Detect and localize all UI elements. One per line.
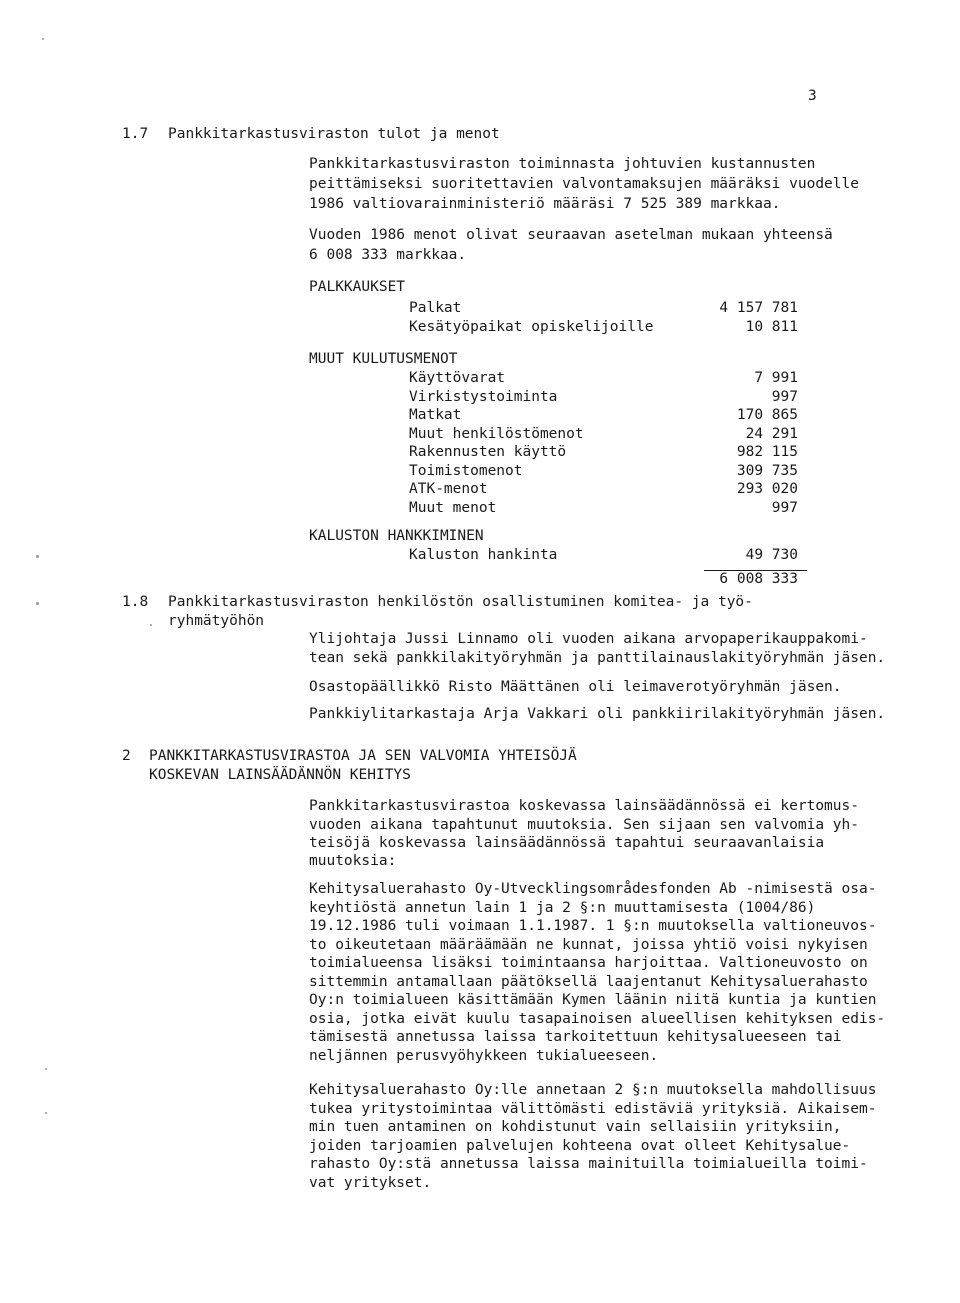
scan-speck [45, 1068, 47, 1070]
expense-label: Rakennusten käyttö [409, 444, 567, 460]
s2-para3-line4: joiden tarjoamien palvelujen kohteena ovat olleet Kehitysalue- [309, 1138, 851, 1154]
s2-para2-line6: sittemmin antamallaan päätöksellä laajentanut Kehitysaluerahasto [309, 974, 868, 990]
s2-para2-line9: tämisestä annetussa laissa tarkoitettuun kehitysalueeseen tai [309, 1029, 842, 1045]
s2-para2-line2: keyhtiöstä annetun lain 1 ja 2 §:n muuttamisesta (1004/86) [309, 900, 816, 916]
s2-para3-line6: vat yritykset. [309, 1175, 432, 1191]
s2-para2-line8: osia, jotka eivät kuulu tasapainoisen alueellisen kehityksen edis- [309, 1011, 886, 1027]
expense-amount: 982 115 [736, 444, 798, 460]
expense-amount: 293 020 [736, 481, 798, 497]
s2-para2-line10: neljännen perusvyöhykkeen tukialueeseen. [309, 1048, 659, 1064]
expense-amount: 24 291 [745, 426, 798, 442]
scan-speck [42, 38, 44, 40]
s17-para1-line1: Pankkitarkastusviraston toiminnasta johtuvien kustannusten [309, 156, 816, 172]
scan-speck [36, 602, 39, 605]
s2-para2-line1: Kehitysaluerahasto Oy-Utvecklingsområdesfonden Ab -nimisestä osa- [309, 881, 877, 897]
expense-amount: 49 730 [745, 547, 798, 563]
scan-speck [45, 1112, 47, 1114]
expense-label: Kesätyöpaikat opiskelijoille [409, 319, 654, 335]
expense-label: Muut henkilöstömenot [409, 426, 584, 442]
group-heading-muut-kulutusmenot: MUUT KULUTUSMENOT [309, 351, 458, 367]
expense-label: Kaluston hankinta [409, 547, 558, 563]
section-1-7-title: Pankkitarkastusviraston tulot ja menot [168, 126, 500, 142]
s17-para2-line1: Vuoden 1986 menot olivat seuraavan asetelman mukaan yhteensä [309, 227, 833, 243]
s17-para2-line2: 6 008 333 markkaa. [309, 247, 467, 263]
scan-speck [150, 624, 152, 626]
section-1-8-number: 1.8 [122, 594, 149, 610]
expense-amount: 170 865 [736, 407, 798, 423]
section-1-8-title-line2: ryhmätyöhön [168, 613, 265, 629]
s2-para2-line4: to oikeutetaan määräämään ne kunnat, joissa yhtiö voisi nykyisen [309, 937, 868, 953]
group-heading-palkkaukset: PALKKAUKSET [309, 279, 406, 295]
section-1-8-title-line1: Pankkitarkastusviraston henkilöstön osallistuminen komitea- ja työ- [168, 594, 753, 610]
expense-label: ATK-menot [409, 481, 488, 497]
s2-para3-line5: rahasto Oy:stä annetussa laissa mainituilla toimialueilla toimi- [309, 1156, 868, 1172]
s2-para2-line7: Oy:n toimialueen käsittämään Kymen läänin niitä kuntia ja kuntien [309, 992, 877, 1008]
expense-amount: 309 735 [736, 463, 798, 479]
s2-para1-line1: Pankkitarkastusvirastoa koskevassa lainsäädännössä ei kertomus- [309, 798, 859, 814]
s2-para1-line4: muutoksia: [309, 853, 397, 869]
expense-amount: 997 [771, 389, 798, 405]
expense-amount: 7 991 [754, 370, 798, 386]
group-heading-kaluston-hankkiminen: KALUSTON HANKKIMINEN [309, 528, 484, 544]
s2-para3-line3: min tuen antaminen on kohdistunut vain sellaisiin yrityksiin, [309, 1119, 842, 1135]
s2-para2-line5: toimialueensa lisäksi toimintaansa harjoittaa. Valtioneuvosto on [309, 955, 868, 971]
section-2-title-line2: KOSKEVAN LAINSÄÄDÄNNÖN KEHITYS [149, 767, 411, 783]
page-number: 3 [808, 88, 817, 104]
s18-para1-line2: tean sekä pankkilakityöryhmän ja panttilainauslakityöryhmän jäsen. [309, 650, 886, 666]
s2-para3-line2: tukea yritystoimintaa välittömästi edistäviä yrityksiä. Aikaisem- [309, 1101, 877, 1117]
section-1-7-number: 1.7 [122, 126, 149, 142]
expense-amount: 997 [771, 500, 798, 516]
s18-para1-line1: Ylijohtaja Jussi Linnamo oli vuoden aikana arvopaperikauppakomi- [309, 631, 868, 647]
expense-label: Muut menot [409, 500, 497, 516]
s18-para2: Osastopäällikkö Risto Määttänen oli leimaverotyöryhmän jäsen. [309, 679, 842, 695]
section-2-title-line1: PANKKITARKASTUSVIRASTOA JA SEN VALVOMIA YHTEISÖJÄ [149, 748, 577, 764]
expense-label: Toimistomenot [409, 463, 523, 479]
s17-para1-line3: 1986 valtiovarainministeriö määräsi 7 525 389 markkaa. [309, 196, 781, 212]
expense-amount: 4 157 781 [719, 300, 798, 316]
s17-para1-line2: peittämiseksi suoritettavien valvontamaksujen määräksi vuodelle [309, 176, 859, 192]
expense-total: 6 008 333 [719, 571, 798, 587]
scan-speck [36, 555, 39, 558]
expense-label: Käyttövarat [409, 370, 506, 386]
expense-amount: 10 811 [745, 319, 798, 335]
s18-para3: Pankkiylitarkastaja Arja Vakkari oli pankkiirilakityöryhmän jäsen. [309, 706, 886, 722]
s2-para2-line3: 19.12.1986 tuli voimaan 1.1.1987. 1 §:n muutoksella valtioneuvos- [309, 918, 877, 934]
expense-label: Palkat [409, 300, 462, 316]
s2-para1-line2: vuoden aikana tapahtunut muutoksia. Sen sijaan sen valvomia yh- [309, 817, 859, 833]
expense-label: Virkistystoiminta [409, 389, 558, 405]
s2-para1-line3: teisöjä koskevassa lainsäädännössä tapahtui seuraavanlaisia [309, 835, 825, 851]
expense-label: Matkat [409, 407, 462, 423]
section-2-number: 2 [122, 748, 131, 764]
s2-para3-line1: Kehitysaluerahasto Oy:lle annetaan 2 §:n muutoksella mahdollisuus [309, 1082, 877, 1098]
